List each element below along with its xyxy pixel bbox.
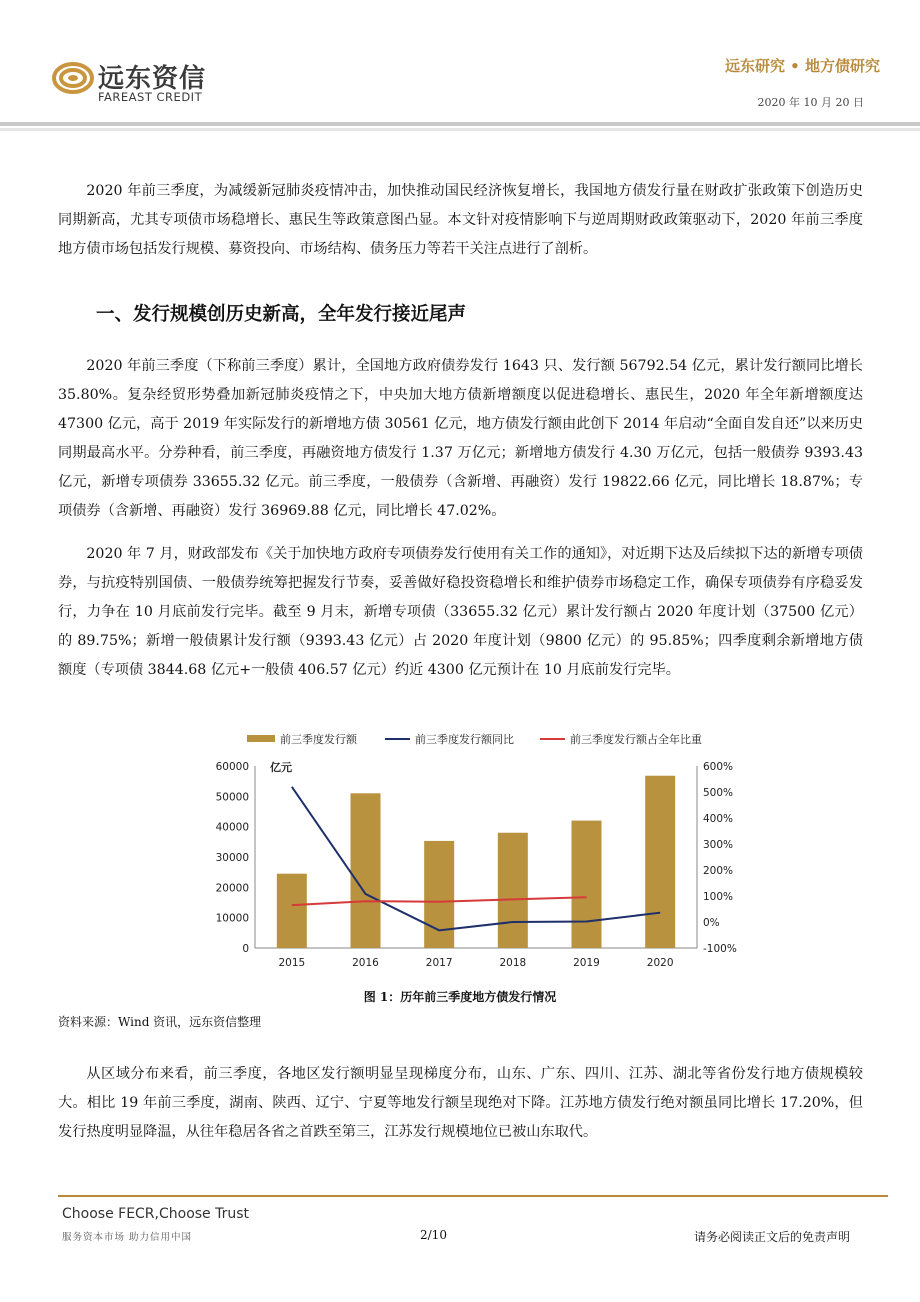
right-tick-label: 200% [703,865,734,877]
legend-share-label: 前三季度发行额占全年比重 [570,733,702,746]
bar-2017 [424,841,454,948]
footer-slogan: Choose FECR,Choose Trust [62,1206,250,1222]
right-tick-label: 300% [703,839,734,851]
paragraph-1: 2020 年前三季度（下称前三季度）累计，全国地方政府债券发行 1643 只、发行额 56792.54 亿元，累计发行额同比增长 35.80%。复杂经贸形势叠加新冠肺炎疫情之下，中央加大地方债新增额度以促进稳增长、惠民生，2020 年全年新增额度达 47300 亿元，高于 2019 年实际发行的新增地方债 30561 亿元，地方债发行额由此创下 2014 年启动“全面自发自还”以来历史同期最高水平。分券种看，前三季度，再融资地方债发行 1.37 万亿元；新增地方债发行 4.30 万亿元，包括一般债券 9393.43 亿元，新增专项债券 33655.32 亿元。前三季度，一般债券（含新增、再融资）发行 19822.66 亿元，同比增长 18.87%；专项债券（含新增、再融资）发行 36969.88 亿元，同比增长 47.02%。 [58,358,863,519]
left-tick-label: 20000 [215,882,249,895]
legend-bar-label: 前三季度发行额 [280,733,357,746]
paragraph-3: 从区域分布来看，前三季度，各地区发行额明显呈现梯度分布，山东、广东、四川、江苏、湖北等省份发行地方债规模较大。相比 19 年前三季度，湖南、陕西、辽宁、宁夏等地发行额呈现绝对下降。江苏地方债发行绝对额虽同比增长 17.20%，但发行热度明显降温，从往年稳居各省之首跌至第三，江苏发行规模地位已被山东取代。 [58,1066,863,1140]
page-number: 2/10 [420,1228,447,1242]
right-tick-label: 600% [703,761,734,773]
footer-tagline: 服务资本市场 助力信用中国 [62,1232,193,1243]
right-tick-label: -100% [703,943,737,955]
x-tick-label: 2020 [646,957,674,969]
figure-caption: 图 1：历年前三季度地方债发行情况 [363,990,557,1004]
yoy-line [292,787,660,931]
bar-2016 [351,793,381,948]
logo-text-cn: 远东资信 [98,64,207,94]
section-heading: 一、发行规模创历史新高，全年发行接近尾声 [96,304,467,325]
left-tick-label: 50000 [215,791,249,804]
report-section: 远东研究 • 地方债研究 [724,57,880,75]
legend-yoy-label: 前三季度发行额同比 [415,733,514,746]
left-tick-label: 30000 [215,852,249,864]
x-tick-label: 2019 [573,957,600,969]
header-divider-shadow [0,128,920,131]
figure-source: 资料来源：Wind 资讯，远东资信整理 [58,1015,262,1029]
right-tick-label: 500% [703,787,734,799]
unit-label: 亿元 [270,761,292,774]
paragraph-2: 2020 年 7 月，财政部发布《关于加快地方政府专项债券发行使用有关工作的通知》，对近期下达及后续拟下达的新增专项债券，与抗疫特别国债、一般债券统筹把握发行节奏，妥善做好稳投资稳增长和维护债券市场稳定工作，确保专项债券有序稳妥发行，力争在 10 月底前发行完毕。截至 9 月末，新增专项债（33655.32 亿元）累计发行额占 2020 年度计划（37500 亿元）的 89.75%；新增一般债累计发行额（9393.43 亿元）占 2020 年度计划（9800 亿元）的 95.85%；四季度剩余新增地方债额度（专项债 3844.68 亿元+一般债 406.57 亿元）约近 4300 亿元预计在 10 月底前发行完毕。 [58,546,863,678]
bar-2020 [645,776,675,948]
fareast-logo-icon [52,58,94,102]
left-tick-label: 40000 [215,821,249,834]
issuance-chart [200,722,760,977]
right-tick-label: 400% [703,813,734,825]
x-tick-label: 2018 [499,957,527,969]
left-tick-label: 60000 [215,761,249,773]
bar-2015 [277,874,307,948]
bar-2018 [498,833,528,948]
logo-text-en: FAREAST CREDIT [98,90,203,104]
disclaimer-note: 请务必阅读正文后的免责声明 [693,1230,850,1244]
x-tick-label: 2017 [425,957,453,969]
footer-divider [58,1195,888,1197]
legend-bar-swatch [247,735,275,742]
header-divider [0,122,920,126]
right-tick-label: 0% [703,917,720,929]
right-tick-label: 100% [703,891,734,903]
report-date: 2020 年 10 月 20 日 [757,96,864,109]
x-tick-label: 2016 [352,957,379,969]
intro-paragraph: 2020 年前三季度，为减缓新冠肺炎疫情冲击，加快推动国民经济恢复增长，我国地方债发行量在财政扩张政策下创造历史同期新高，尤其专项债市场稳增长、惠民生等政策意图凸显。本文针对疫情影响下与逆周期财政政策驱动下，2020 年前三季度地方债市场包括发行规模、募资投向、市场结构、债务压力等若干关注点进行了剖析。 [58,183,863,257]
x-tick-label: 2015 [278,957,306,969]
bar-2019 [572,821,602,948]
left-tick-label: 0 [242,943,249,955]
left-tick-label: 10000 [215,912,249,925]
